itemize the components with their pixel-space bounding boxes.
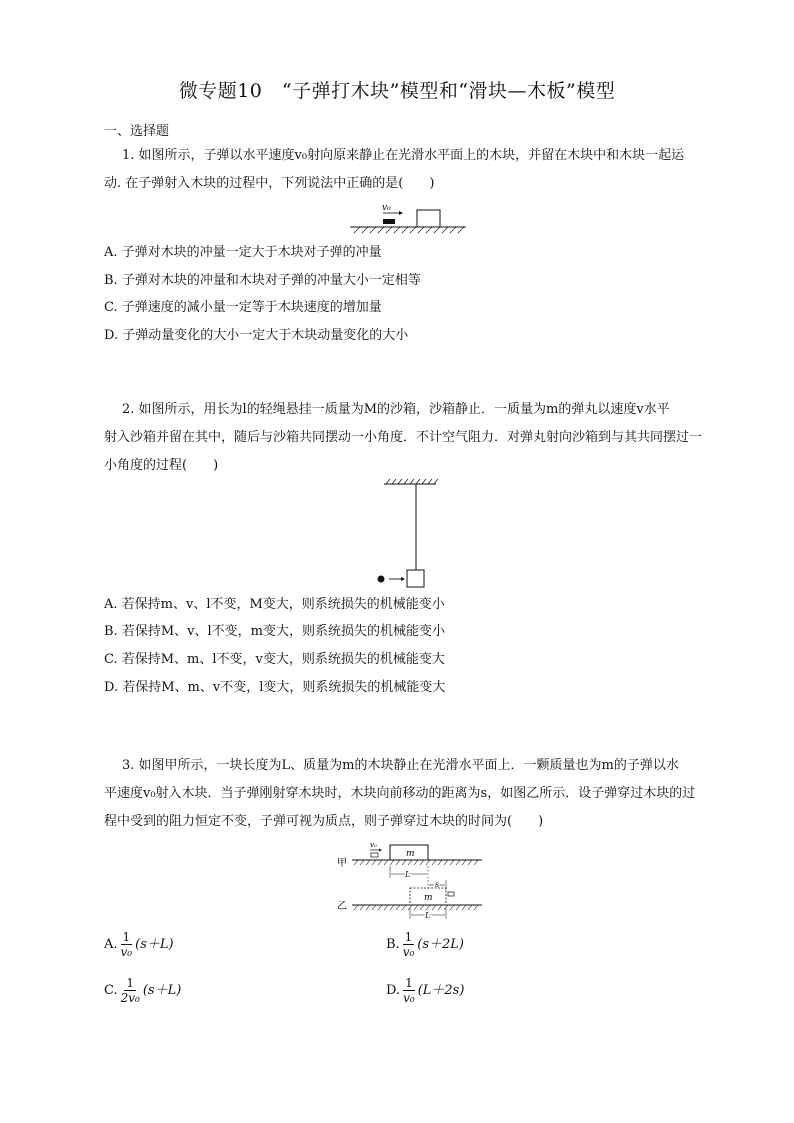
dim-l-top-label: L (405, 870, 411, 879)
question-3-option-b[interactable] (386, 930, 464, 959)
fraction-numerator: 1 (126, 976, 135, 990)
question-3-line: 平速度v₀射入木块．当子弹刚射穿木块时，木块向前移动的距离为s，如图乙所示．设子弹穿过木块的过 (104, 786, 696, 801)
panel-jia-velocity-label: v₀ (370, 841, 377, 849)
fraction (119, 976, 142, 1005)
option-letter: C. (104, 983, 118, 998)
panel-jia-velocity-arrowhead (379, 849, 382, 852)
fraction (119, 930, 135, 959)
question-1-line: 1. 如图所示，子弹以水平速度v₀射向原来静止在光滑水平面上的木块，并留在木块中和木块一起运 (122, 148, 685, 163)
question-2-option-c[interactable]: C. 若保持M、m、l不变，v变大，则系统损失的机械能变大 (104, 652, 445, 667)
question-3-line: 程中受到的阻力恒定不变，子弹可视为质点，则子弹穿过木块的时间为( ) (104, 814, 544, 829)
fraction-denominator: v₀ (403, 991, 415, 1005)
option-expression: (s＋L) (142, 983, 182, 998)
fraction-numerator: 1 (404, 930, 413, 944)
option-letter: A. (104, 937, 118, 952)
fraction-denominator: v₀ (402, 945, 415, 959)
dim-s-label: s (435, 880, 440, 889)
panel-yi-label: 乙 (337, 901, 347, 912)
question-1-option-a[interactable]: A. 子弹对木块的冲量一定大于木块对子弹的冲量 (104, 245, 382, 260)
question-2-option-b[interactable]: B. 若保持M、v、l不变，m变大，则系统损失的机械能变小 (104, 624, 445, 639)
question-2-figure (370, 478, 440, 593)
question-3-stem (104, 752, 718, 836)
fraction (401, 976, 417, 1005)
question-3-option-d[interactable] (386, 976, 464, 1005)
question-1-option-b[interactable]: B. 子弹对木块的冲量和木块对子弹的冲量大小一定相等 (104, 273, 421, 288)
question-2-stem (104, 396, 718, 480)
question-1-line: 动. 在子弹射入木块的过程中，下列说法中正确的是( ) (104, 176, 435, 191)
question-1-figure (350, 198, 470, 240)
fraction-numerator: 1 (405, 976, 413, 990)
velocity-label: v₀ (382, 203, 391, 213)
question-3-option-c[interactable] (104, 976, 181, 1005)
option-letter: B. (386, 937, 400, 952)
question-2-line: 2. 如图所示，用长为l的轻绳悬挂一质量为M的沙箱，沙箱静止．一质量为m的弹丸以速度v水平 (122, 402, 670, 417)
question-1-option-c[interactable]: C. 子弹速度的减小量一定等于木块速度的增加量 (104, 300, 382, 315)
fraction-denominator: v₀ (120, 945, 133, 959)
option-expression: (L＋2s) (417, 983, 465, 998)
question-2-line: 小角度的过程( ) (104, 458, 219, 473)
fraction-denominator: 2v₀ (120, 991, 140, 1005)
dim-l-bottom-label: L (425, 911, 431, 920)
panel-yi-hatching (354, 905, 478, 910)
question-2-line: 射入沙箱并留在其中，随后与沙箱共同摆动一小角度．不计空气阻力．对弹丸射向沙箱到与其共同摆过一 (104, 430, 703, 445)
page-title: 微专题10 “子弹打木块”模型和“滑块—木板”模型 (178, 80, 616, 102)
bullet-shape (383, 219, 395, 224)
sandbox-shape (407, 570, 424, 587)
question-3-option-a[interactable] (104, 930, 174, 959)
panel-jia-hatching (354, 860, 478, 865)
question-1-option-d[interactable]: D. 子弹动量变化的大小一定大于木块动量变化的大小 (104, 328, 409, 343)
wood-block (417, 210, 440, 227)
pellet-arrowhead (401, 577, 405, 581)
ceiling-hatching (386, 479, 438, 484)
option-letter: D. (386, 983, 401, 998)
velocity-arrowhead (399, 211, 403, 215)
question-2-option-d[interactable]: D. 若保持M、m、v不变，l变大，则系统损失的机械能变大 (104, 680, 446, 695)
question-3-line: 3. 如图甲所示，一块长度为L、质量为m的木块静止在光滑水平面上．一颗质量也为m的子弹以水 (122, 758, 679, 773)
panel-jia-mass-label: m (406, 849, 415, 859)
question-1-stem (104, 142, 718, 198)
option-expression: (s＋L) (135, 937, 174, 952)
fraction-numerator: 1 (122, 930, 131, 944)
panel-jia-bullet (371, 853, 378, 857)
panel-yi-mass-label: m (424, 893, 433, 903)
question-2-option-a[interactable]: A. 若保持m、v、l不变，M变大，则系统损失的机械能变小 (104, 597, 445, 612)
panel-jia-label: 甲 (337, 858, 347, 869)
ground-hatching (354, 227, 464, 233)
option-expression: (s＋2L) (417, 937, 465, 952)
panel-yi-bullet (448, 892, 454, 896)
question-3-figure (334, 836, 489, 920)
pellet-shape (378, 576, 385, 583)
section-heading: 一、选择题 (104, 124, 170, 139)
fraction (401, 930, 417, 959)
